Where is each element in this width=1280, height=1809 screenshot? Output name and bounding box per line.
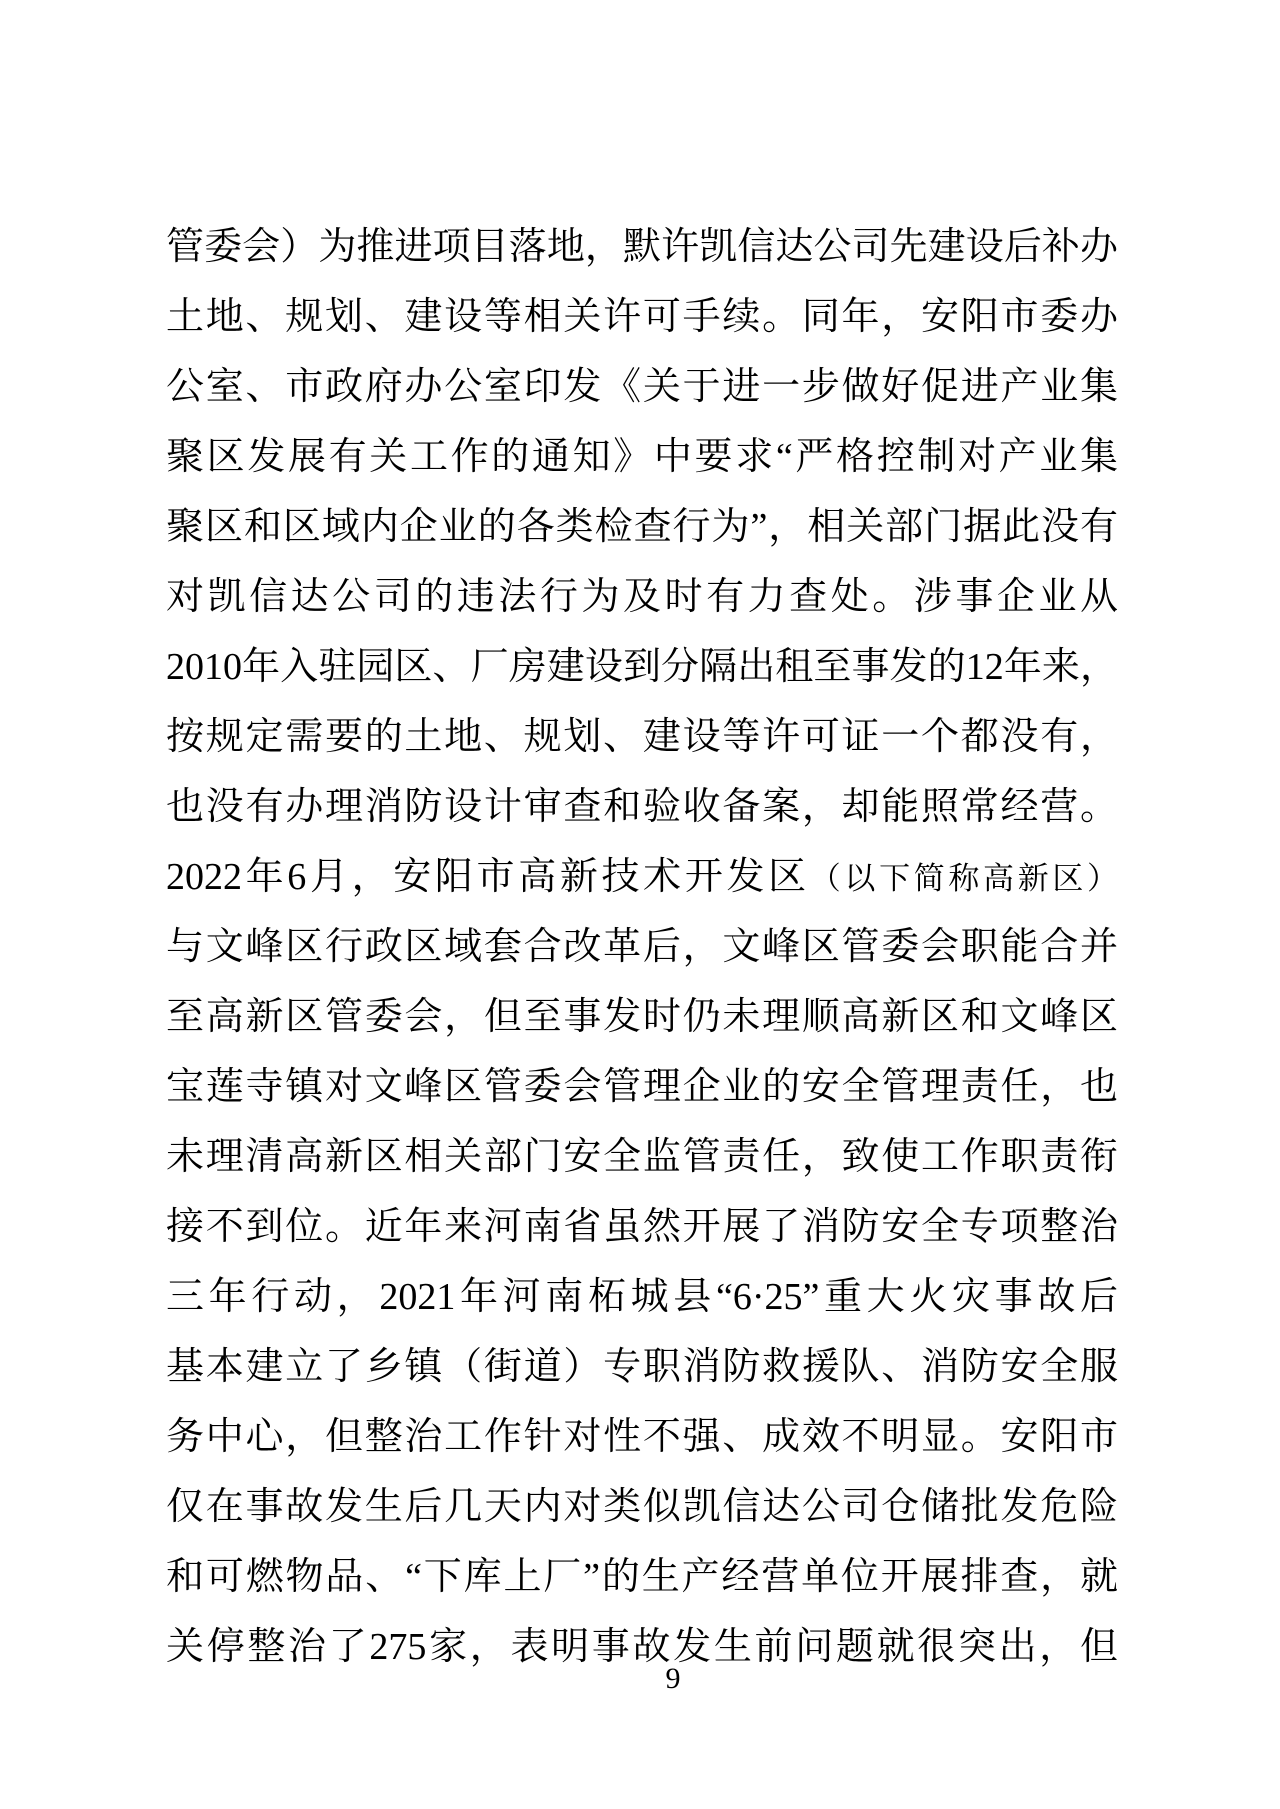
abbreviation-note: （以下简称高新区）: [809, 861, 1118, 896]
text-line-prefix: 2022年6月，安阳市高新技术开发区: [166, 856, 810, 898]
text-line: 公室、市政府办公室印发《关于进一步做好促进产业集: [166, 366, 1118, 408]
text-line: 也没有办理消防设计审查和验收备案，却能照常经营。: [166, 786, 1118, 828]
text-line: 三年行动，2021年河南柘城县“6·25”重大火灾事故后: [166, 1276, 1118, 1318]
page-number-value: 9: [665, 1662, 681, 1695]
text-line: 对凯信达公司的违法行为及时有力查处。涉事企业从: [166, 576, 1118, 618]
text-line: 按规定需要的土地、规划、建设等许可证一个都没有，: [166, 716, 1118, 758]
text-line: 仅在事故发生后几天内对类似凯信达公司仓储批发危险: [166, 1486, 1118, 1528]
text-line: 和可燃物品、“下库上厂”的生产经营单位开展排查，就: [166, 1556, 1118, 1598]
text-line: 与文峰区行政区域套合改革后，文峰区管委会职能合并: [166, 926, 1118, 968]
text-line: 管委会）为推进项目落地，默许凯信达公司先建设后补办: [166, 226, 1118, 268]
text-line: 至高新区管委会，但至事发时仍未理顺高新区和文峰区: [166, 996, 1118, 1038]
text-line: 关停整治了275家，表明事故发生前问题就很突出，但: [166, 1626, 1118, 1668]
text-line: 聚区和区域内企业的各类检查行为”，相关部门据此没有: [166, 506, 1118, 548]
text-line: 务中心，但整治工作针对性不强、成效不明显。安阳市: [166, 1416, 1118, 1458]
text-line: 基本建立了乡镇（街道）专职消防救援队、消防安全服: [166, 1346, 1118, 1388]
text-line: 土地、规划、建设等相关许可手续。同年，安阳市委办: [166, 296, 1118, 338]
text-line: 未理清高新区相关部门安全监管责任，致使工作职责衔: [166, 1136, 1118, 1178]
text-line: 宝莲寺镇对文峰区管委会管理企业的安全管理责任，也: [166, 1066, 1118, 1108]
text-line: 聚区发展有关工作的通知》中要求“严格控制对产业集: [166, 436, 1118, 478]
page-number: [0, 1658, 1280, 1700]
text-line: 2010年入驻园区、厂房建设到分隔出租至事发的12年来，: [166, 646, 1118, 688]
text-line: 接不到位。近年来河南省虽然开展了消防安全专项整治: [166, 1206, 1118, 1248]
text-line-with-note: [166, 842, 1118, 912]
body-text-block: [166, 212, 1118, 1682]
